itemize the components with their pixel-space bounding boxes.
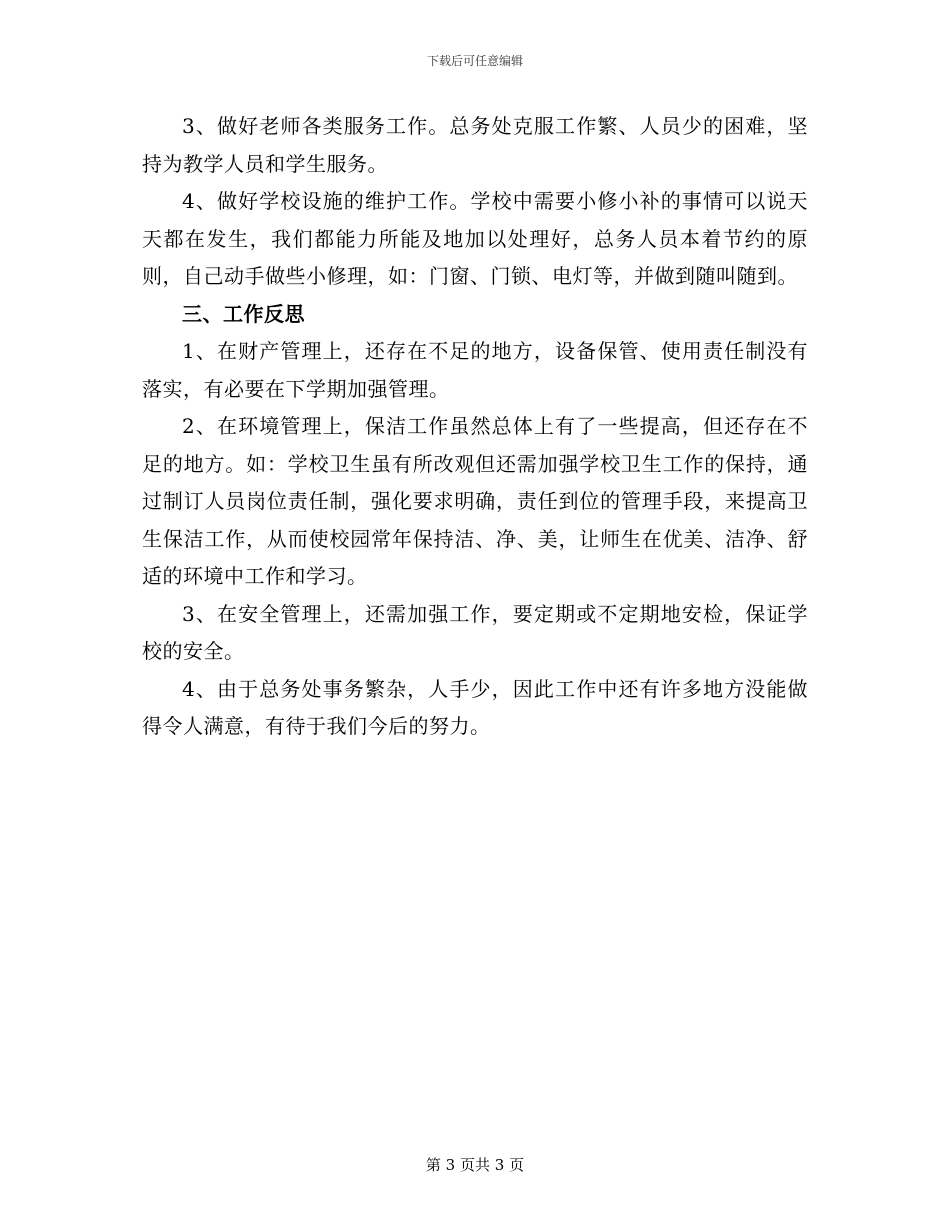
page-number: 第 3 页共 3 页 [425,1156,525,1174]
page-header-note: 下载后可任意编辑 [426,54,523,68]
section-heading-reflection: 三、工作反思 [182,301,305,326]
paragraph-safety-management: 3、在安全管理上，还需加强工作，要定期或不定期地安检，保证学校的安全。 [142,601,808,663]
document-body [142,108,808,746]
paragraph-property-management: 1、在财产管理上，还存在不足的地方，设备保管、使用责任制没有落实，有必要在下学期加强管理。 [142,339,808,401]
paragraph-environment-management: 2、在环境管理上，保洁工作虽然总体上有了一些提高，但还存在不足的地方。如：学校卫生虽有所改观但还需加强学校卫生工作的保持，通过制订人员岗位责任制，强化要求明确，责任到位的管理手段，来提高卫生保洁工作，从而使校园常年保持洁、净、美，让师生在优美、洁净、舒适的环境中工作和学习。 [142,414,808,588]
paragraph-facility-maintenance: 4、做好学校设施的维护工作。学校中需要小修小补的事情可以说天天都在发生，我们都能力所能及地加以处理好，总务人员本着节约的原则，自己动手做些小修理，如：门窗、门锁、电灯等，并做到随叫随到。 [142,189,808,288]
paragraph-workload: 4、由于总务处事务繁杂，人手少，因此工作中还有许多地方没能做得令人满意，有待于我们今后的努力。 [142,676,808,738]
paragraph-service-work: 3、做好老师各类服务工作。总务处克服工作繁、人员少的困难，坚持为教学人员和学生服务。 [142,114,808,176]
